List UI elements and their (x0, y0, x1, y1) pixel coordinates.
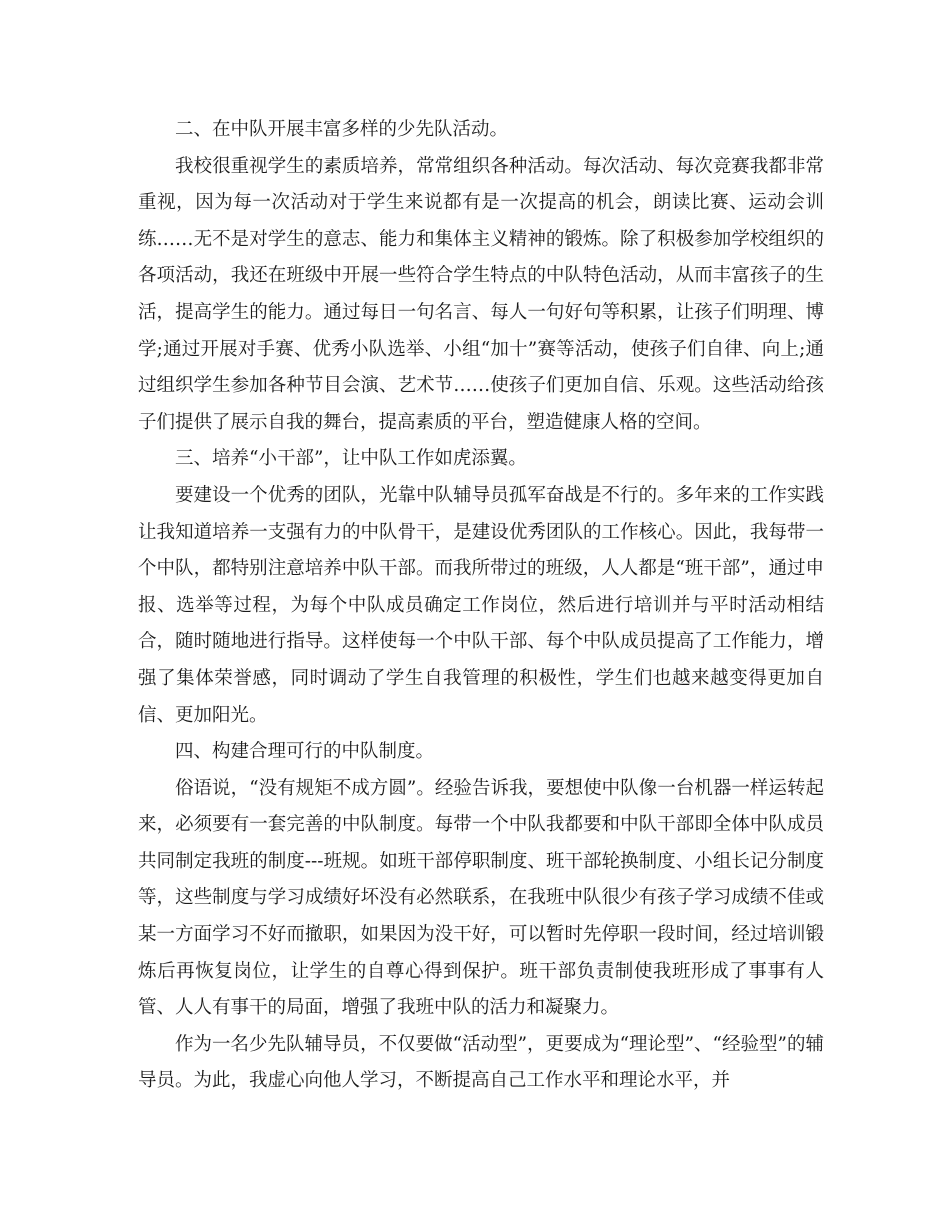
section-heading-3: 三、培养“小干部”，让中队工作如虎添翼。 (175, 448, 527, 470)
paragraph-rules: 俗语说，“没有规矩不成方圆”。经验告诉我，要想使中队像一台机器一样运转起来，必须要有一套完善的中队制度。每带一个中队我都要和中队干部即全体中队成员共同制定我班的制度---班规。如班干部停职制度、班干部轮换制度、小组长记分制度等，这些制度与学习成绩好坏没有必然联系，在我班中队很少有孩子学习成绩不佳或某一方面学习不好而撤职，如果因为没干好，可以暂时先停职一段时间，经过培训锻炼后再恢复岗位，让学生的自尊心得到保护。班干部负责制使我班形成了事事有人管、人人有事干的局面，增强了我班中队的活力和凝聚力。 (138, 777, 824, 1019)
paragraph-counselor: 作为一名少先队辅导员，不仅要做“活动型”，更要成为“理论型”、“经验型”的辅导员。为此，我虚心向他人学习，不断提高自己工作水平和理论水平，并 (138, 1033, 824, 1092)
section-heading-4: 四、构建合理可行的中队制度。 (175, 741, 435, 763)
paragraph-activities: 我校很重视学生的素质培养，常常组织各种活动。每次活动、每次竞赛我都非常重视，因为每一次活动对于学生来说都有是一次提高的机会，朗读比赛、运动会训练……无不是对学生的意志、能力和集体主义精神的锻炼。除了积极参加学校组织的各项活动，我还在班级中开展一些符合学生特点的中队特色活动，从而丰富孩子的生活，提高学生的能力。通过每日一句名言、每人一句好句等积累，让孩子们明理、博学;通过开展对手赛、优秀小队选举、小组“加十”赛等活动，使孩子们自律、向上;通过组织学生参加各种节目会演、艺术节……使孩子们更加自信、乐观。这些活动给孩子们提供了展示自我的舞台，提高素质的平台，塑造健康人格的空间。 (138, 155, 824, 433)
document-body (138, 112, 824, 1100)
section-heading-2: 二、在中队开展丰富多样的少先队活动。 (175, 119, 509, 140)
paragraph-cadres: 要建设一个优秀的团队，光靠中队辅导员孤军奋战是不行的。多年来的工作实践让我知道培养一支强有力的中队骨干，是建设优秀团队的工作核心。因此，我每带一个中队，都特别注意培养中队干部。而我所带过的班级，人人都是“班干部”，通过申报、选举等过程，为每个中队成员确定工作岗位，然后进行培训并与平时活动相结合，随时随地进行指导。这样使每一个中队干部、每个中队成员提高了工作能力，增强了集体荣誉感，同时调动了学生自我管理的积极性，学生们也越来越变得更加自信、更加阳光。 (138, 484, 824, 726)
